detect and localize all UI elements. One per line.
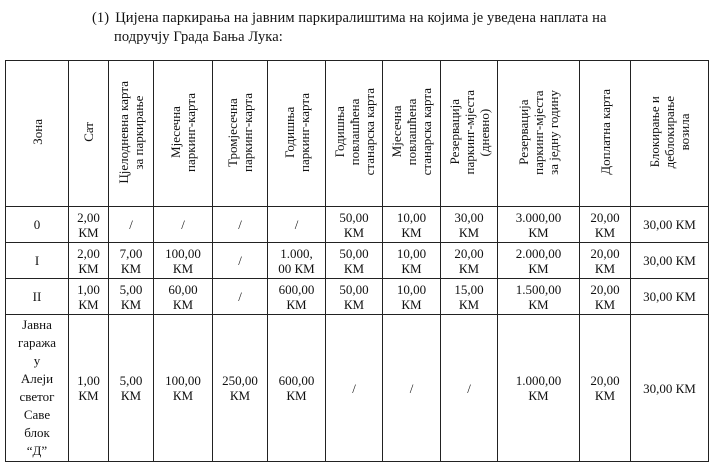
table-cell: 2,00 КМ	[69, 243, 109, 279]
table-cell: 600,00 КМ	[268, 315, 326, 462]
table-cell: 1.000, 00 КМ	[268, 243, 326, 279]
zone-cell: II	[6, 279, 69, 315]
table-cell: /	[154, 207, 213, 243]
zone-cell: I	[6, 243, 69, 279]
table-cell: 2.000,00 КМ	[498, 243, 580, 279]
table-cell: 20,00 КМ	[441, 243, 498, 279]
document-heading	[92, 9, 702, 47]
table-cell: 30,00 КМ	[631, 243, 709, 279]
zone-cell: Јавна гаража у Алеји светог Саве блок “Д”	[6, 315, 69, 462]
table-cell: 30,00 КМ	[631, 315, 709, 462]
table-cell: /	[326, 315, 383, 462]
header-zone: Зона	[6, 61, 69, 207]
table-cell: 20,00 КМ	[580, 243, 631, 279]
table-cell: 1.000,00 КМ	[498, 315, 580, 462]
header-monthly-resident-ticket: Мјесечна повлашћена станарска карта	[383, 61, 441, 207]
table-cell: 50,00 КМ	[326, 279, 383, 315]
table-cell: 2,00 КМ	[69, 207, 109, 243]
table-cell: 7,00 КМ	[109, 243, 154, 279]
header-annual-resident-ticket: Годишња повлашћена станарска карта	[326, 61, 383, 207]
table-cell: 100,00 КМ	[154, 315, 213, 462]
header-surcharge-ticket: Доплатна карта	[580, 61, 631, 207]
table-cell: /	[109, 207, 154, 243]
table-cell: 1,00 КМ	[69, 279, 109, 315]
header-annual-ticket: Годишња паркинг-карта	[268, 61, 326, 207]
table-cell: /	[213, 243, 268, 279]
header-reservation-yearly: Резервација паркинг-мјеста за једну годину	[498, 61, 580, 207]
zone-cell: 0	[6, 207, 69, 243]
header-quarterly-ticket: Тромјесечна паркинг-карта	[213, 61, 268, 207]
table-cell: 600,00 КМ	[268, 279, 326, 315]
table-cell: 250,00 КМ	[213, 315, 268, 462]
table-row	[6, 315, 709, 462]
table-cell: /	[213, 279, 268, 315]
table-row	[6, 243, 709, 279]
table-row	[6, 207, 709, 243]
table-cell: /	[383, 315, 441, 462]
table-cell: /	[268, 207, 326, 243]
table-cell: 30,00 КМ	[631, 279, 709, 315]
heading-line-2: подручју Града Бања Лука:	[114, 29, 283, 45]
table-cell: 10,00 КМ	[383, 279, 441, 315]
table-cell: 1.500,00 КМ	[498, 279, 580, 315]
clause-number: (1)	[92, 10, 110, 26]
heading-line-1: Цијена паркирања на јавним паркиралиштима на којима је уведена наплата на	[115, 10, 607, 26]
header-hour: Сат	[69, 61, 109, 207]
parking-price-table	[5, 60, 709, 462]
table-cell: 30,00 КМ	[441, 207, 498, 243]
table-cell: 100,00 КМ	[154, 243, 213, 279]
table-cell: 30,00 КМ	[631, 207, 709, 243]
table-cell: 5,00 КМ	[109, 315, 154, 462]
table-cell: 50,00 КМ	[326, 207, 383, 243]
table-cell: 60,00 КМ	[154, 279, 213, 315]
table-cell: 10,00 КМ	[383, 243, 441, 279]
table-cell: 20,00 КМ	[580, 279, 631, 315]
table-cell: 1,00 КМ	[69, 315, 109, 462]
table-cell: 20,00 КМ	[580, 315, 631, 462]
table-row	[6, 279, 709, 315]
table-cell: 5,00 КМ	[109, 279, 154, 315]
header-daily-ticket: Цјелодневна карта за паркирање	[109, 61, 154, 207]
table-cell: /	[213, 207, 268, 243]
table-header-row	[6, 61, 709, 207]
table-cell: 50,00 КМ	[326, 243, 383, 279]
header-monthly-ticket: Мјесечна паркинг-карта	[154, 61, 213, 207]
table-cell: /	[441, 315, 498, 462]
table-cell: 20,00 КМ	[580, 207, 631, 243]
table-cell: 15,00 КМ	[441, 279, 498, 315]
table-cell: 3.000,00 КМ	[498, 207, 580, 243]
header-vehicle-blocking: Блокирање и деблокирање возила	[631, 61, 709, 207]
header-reservation-daily: Резервација паркинг-мјеста (дневно)	[441, 61, 498, 207]
table-cell: 10,00 КМ	[383, 207, 441, 243]
